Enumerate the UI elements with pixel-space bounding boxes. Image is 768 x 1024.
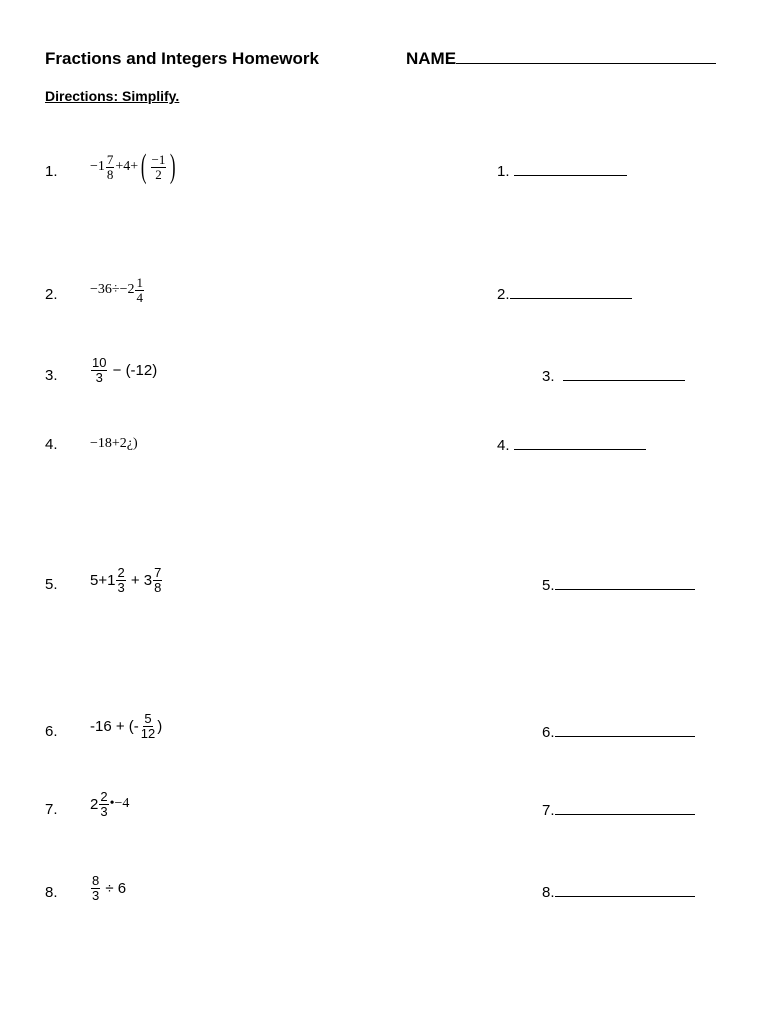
problem-number-1: 1. — [45, 163, 58, 180]
problem-expression-3 — [90, 356, 157, 384]
answer-label: 5. — [542, 577, 555, 594]
numerator: 1 — [136, 275, 143, 290]
fraction — [140, 712, 156, 740]
numerator: 7 — [106, 151, 114, 167]
expr-text: •−4 — [109, 796, 130, 812]
problem-expression-7 — [90, 790, 129, 818]
problem-number-8: 8. — [45, 884, 58, 901]
fraction — [106, 153, 115, 181]
denominator: 3 — [117, 579, 125, 595]
expr-text: + 3 — [126, 571, 153, 589]
expr-text: -16 + (- — [90, 717, 139, 735]
answer-line[interactable] — [555, 588, 695, 590]
answer-label: 2. — [497, 286, 510, 303]
numerator: 10 — [92, 355, 107, 370]
numerator: 5 — [144, 711, 152, 726]
numerator: 2 — [100, 789, 108, 804]
expr-text: −36÷−2 — [90, 282, 135, 298]
fraction — [99, 790, 108, 818]
problem-number-5: 5. — [45, 576, 58, 593]
expr-text: ÷ 6 — [101, 879, 127, 897]
answer-blank-5[interactable] — [542, 577, 695, 594]
directions: Directions: Simplify. — [45, 88, 180, 104]
problem-expression-5 — [90, 566, 163, 594]
denominator: 8 — [106, 166, 114, 182]
answer-blank-7[interactable] — [542, 802, 695, 819]
denominator: 3 — [92, 887, 100, 903]
problem-number-7: 7. — [45, 801, 58, 818]
left-paren: ( — [141, 148, 147, 185]
expr-text: +4+ — [115, 159, 139, 174]
answer-line[interactable] — [563, 379, 685, 381]
answer-blank-2[interactable] — [497, 286, 632, 303]
numerator: 7 — [154, 565, 162, 580]
answer-blank-8[interactable] — [542, 884, 695, 901]
numerator: 8 — [92, 873, 100, 888]
fraction — [151, 153, 167, 181]
problem-number-6: 6. — [45, 723, 58, 740]
fraction — [91, 874, 100, 902]
problem-number-2: 2. — [45, 286, 58, 303]
numerator: 2 — [117, 565, 125, 580]
answer-line[interactable] — [555, 813, 695, 815]
answer-label: 4. — [497, 437, 510, 454]
answer-blank-1[interactable] — [497, 163, 627, 180]
name-blank[interactable] — [456, 62, 716, 64]
answer-line[interactable] — [555, 895, 695, 897]
denominator: 3 — [95, 369, 103, 385]
answer-line[interactable] — [514, 174, 627, 176]
expr-text: −1 — [90, 159, 105, 174]
answer-line[interactable] — [555, 735, 695, 737]
problem-expression-6 — [90, 712, 162, 740]
expr-text: 5+1 — [90, 571, 116, 589]
answer-line[interactable] — [510, 297, 632, 299]
problem-expression-2 — [90, 276, 145, 304]
expr-text: − (-12) — [108, 361, 158, 379]
fraction — [116, 566, 125, 594]
problem-number-4: 4. — [45, 436, 58, 453]
answer-label: 8. — [542, 884, 555, 901]
answer-label: 1. — [497, 163, 510, 180]
fraction — [153, 566, 162, 594]
problem-number-3: 3. — [45, 367, 58, 384]
denominator: 8 — [154, 579, 162, 595]
denominator: 3 — [100, 803, 108, 819]
denominator: 12 — [140, 725, 156, 741]
answer-blank-3[interactable] — [542, 368, 685, 385]
answer-label: 6. — [542, 724, 555, 741]
answer-blank-4[interactable] — [497, 437, 646, 454]
denominator: 2 — [155, 166, 162, 182]
name-label: NAME — [406, 49, 457, 68]
numerator: −1 — [151, 151, 166, 167]
expr-text: 2 — [90, 795, 99, 813]
answer-label: 7. — [542, 802, 555, 819]
answer-blank-6[interactable] — [542, 724, 695, 741]
fraction — [91, 356, 107, 384]
problem-expression-8 — [90, 874, 126, 902]
problem-expression-4: −18+2¿) — [90, 436, 138, 451]
expr-text: ) — [157, 717, 163, 735]
denominator: 4 — [136, 289, 143, 305]
answer-line[interactable] — [514, 448, 646, 450]
right-paren: ) — [170, 148, 176, 185]
answer-label: 3. — [542, 368, 555, 385]
name-field[interactable] — [406, 49, 716, 69]
page-title: Fractions and Integers Homework — [45, 49, 319, 68]
fraction — [135, 276, 144, 304]
problem-expression-1 — [90, 150, 179, 184]
